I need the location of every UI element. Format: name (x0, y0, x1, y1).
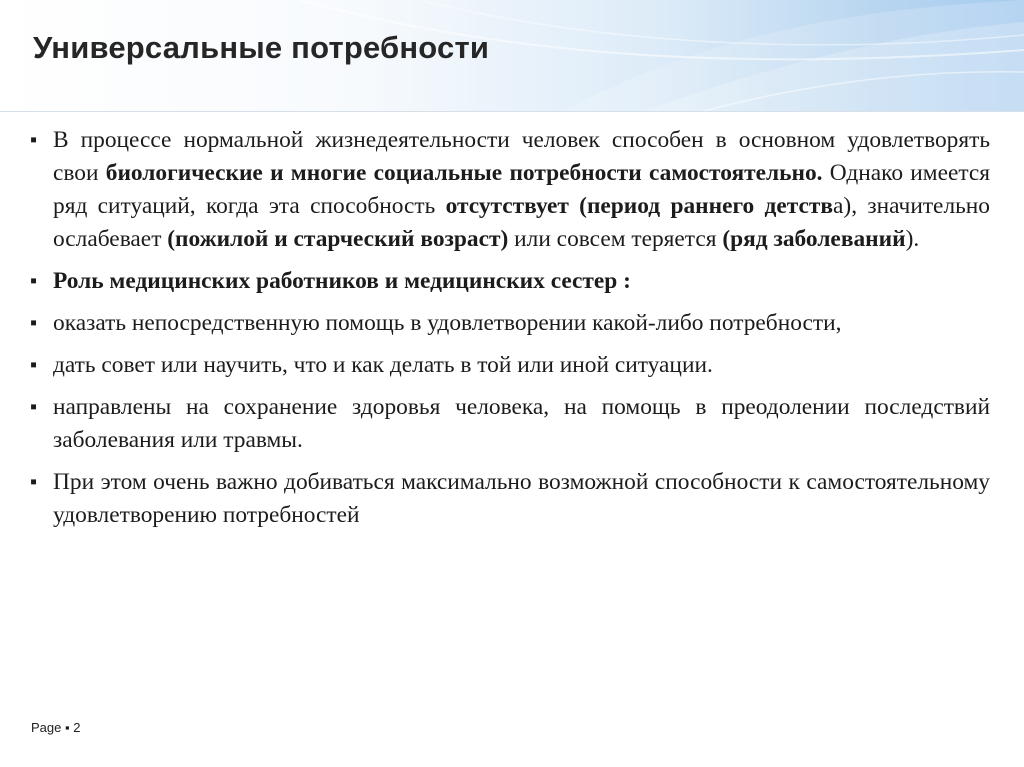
text-run: дать совет или научить, что и как делать в той или иной ситуации. (53, 352, 713, 378)
bullet-item (30, 466, 990, 532)
text-run: или совсем теряется (508, 226, 723, 252)
slide-content (30, 124, 990, 541)
text-run: оказать непосредственную помощь в удовлетворении какой-либо потребности, (53, 310, 842, 336)
bold-text-run: отсутствует (период раннего детств (445, 193, 834, 219)
page-number: Page ▪ 2 (31, 720, 81, 735)
slide-title: Универсальные потребности (33, 30, 490, 65)
bullet-item (30, 124, 990, 256)
bullet-item (30, 307, 990, 340)
bullet-item (30, 391, 990, 457)
bold-text-run: Роль медицинских работников и медицинских сестер : (53, 268, 631, 294)
text-run: При этом очень важно добиваться максимально возможной способности к самостоятельному удовлетворению потребностей (53, 469, 990, 528)
bold-text-run: (пожилой и старческий возраст) (167, 226, 509, 252)
text-run: а), значительно ослабевает (53, 193, 990, 252)
title-divider (0, 111, 1024, 112)
text-run: В процессе нормальной жизнедеятельности человек способен в основном удовлетворять свои (53, 127, 990, 186)
bullet-marker: ▪ (30, 471, 38, 493)
bold-text-run: (ряд заболеваний (722, 226, 906, 252)
bold-text-run: биологические и многие социальные потребности самостоятельно. (105, 160, 823, 186)
bullet-marker: ▪ (30, 312, 38, 334)
text-run: Однако имеется ряд ситуаций, когда эта способность (53, 160, 991, 219)
text-run: направлены на сохранение здоровья человека, на помощь в преодолении последствий заболевания или травмы. (53, 394, 990, 453)
bullet-item (30, 265, 990, 298)
bullet-marker: ▪ (30, 354, 38, 376)
text-run: ). (905, 226, 920, 252)
bullet-item (30, 349, 990, 382)
bullet-marker: ▪ (30, 129, 38, 151)
bullet-marker: ▪ (30, 396, 38, 418)
bullet-marker: ▪ (30, 270, 38, 292)
